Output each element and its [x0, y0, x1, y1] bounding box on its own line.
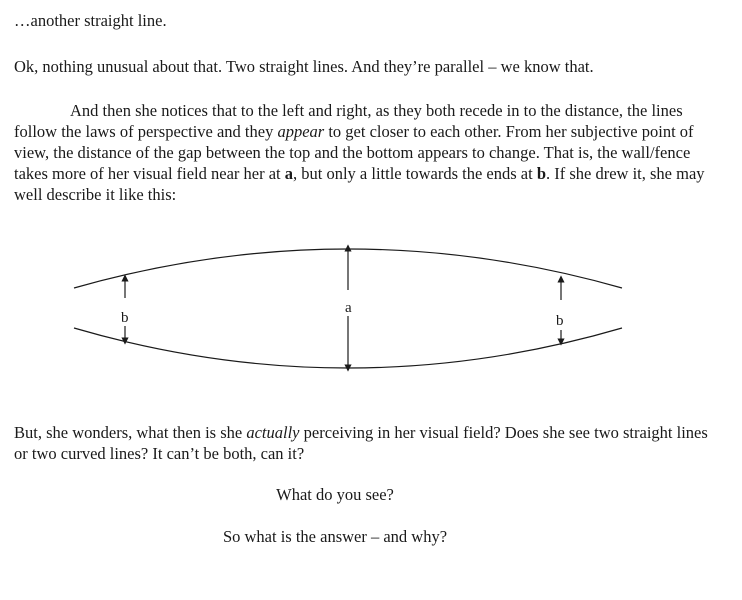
p3-text-2: to get closer to each other. From her subjective point of view, the distance of the gap between the top and the bottom appears to change. That is, the wall/fence takes more of her visual field near her at	[14, 122, 694, 183]
question-what-is-answer: So what is the answer – and why?	[222, 527, 448, 546]
p3-emphasis-appear: appear	[277, 122, 325, 141]
p4-emphasis-actually: actually	[246, 423, 300, 442]
p4-text-2: perceiving in her visual field? Does she see two straight lines or two curved lines? It can’t be both, can it?	[14, 423, 708, 463]
paragraph-wonders	[14, 422, 714, 464]
question-what-do-you-see: What do you see?	[276, 485, 394, 504]
p3-text-4: . If she drew it, she may well describe it like this:	[14, 164, 705, 204]
p3-bold-a: a	[284, 164, 294, 183]
p3-text-1: And then she notices that to the left and right, as they both recede in to the distance, the lines follow the laws of perspective and they	[14, 101, 683, 141]
p4-text-1: But, she wonders, what then is she	[14, 423, 247, 442]
paragraph-perspective	[14, 100, 714, 205]
p3-text-3: , but only a little towards the ends at	[293, 164, 537, 183]
label-b-left: b	[121, 310, 129, 326]
p3-bold-b: b	[536, 164, 546, 183]
label-a-center: a	[345, 300, 352, 316]
paragraph-intro: …another straight line.	[14, 11, 167, 30]
perspective-diagram	[0, 230, 742, 390]
paragraph-parallel: Ok, nothing unusual about that. Two straight lines. And they’re parallel – we know that.	[14, 57, 594, 76]
label-b-right: b	[556, 313, 564, 329]
